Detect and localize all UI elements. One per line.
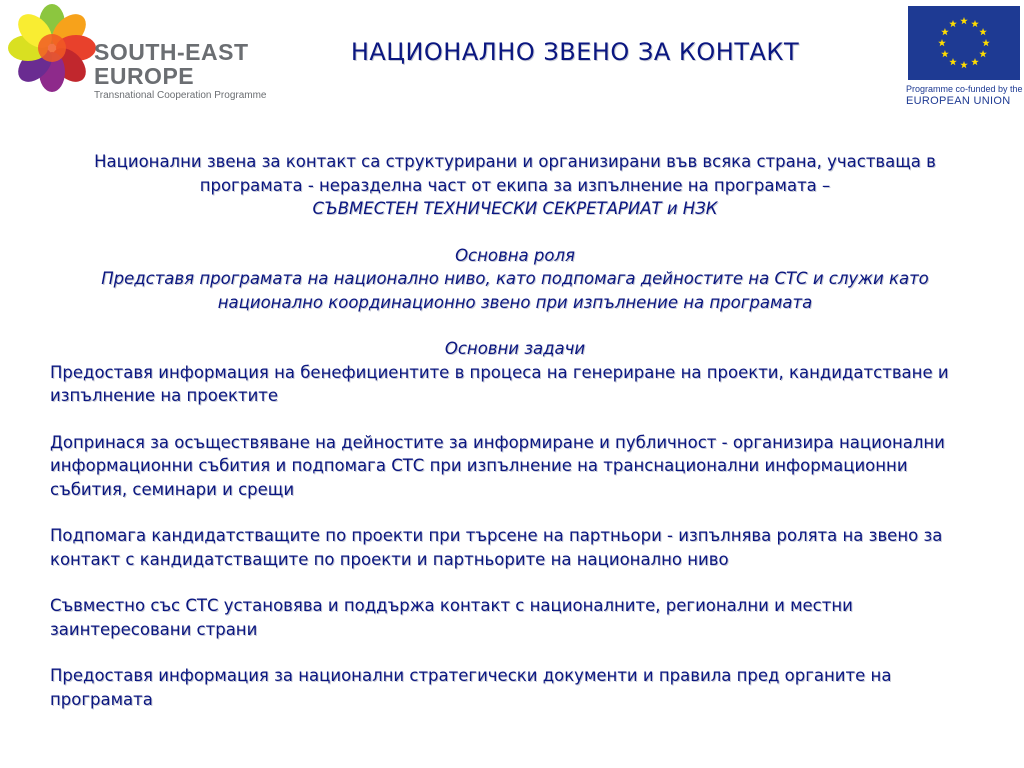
task-item: Подпомага кандидатстващите по проекти при търсене на партньори - изпълнява ролята на звено за контакт с кандидатстващите по проекти и партньорите на национално ниво: [50, 526, 943, 569]
eu-caption-line-2: EUROPEAN UNION: [906, 95, 1011, 107]
eu-caption-line-1: Programme co-funded by the: [906, 84, 1023, 94]
eu-star-icon: [982, 39, 990, 46]
main-content: [50, 150, 980, 711]
intro-emphasis: СЪВМЕСТЕН ТЕХНИЧЕСКИ СЕКРЕТАРИАТ и НЗК: [312, 199, 718, 218]
logo-line-1: SOUTH-EAST: [94, 39, 249, 65]
eu-star-icon: [960, 61, 968, 68]
flower-logo-icon: [8, 4, 98, 100]
page-title: НАЦИОНАЛНО ЗВЕНО ЗА КОНТАКТ: [350, 38, 800, 66]
eu-logo: [906, 4, 1022, 108]
role-heading: Основна роля: [455, 245, 575, 265]
eu-star-icon: [938, 39, 946, 46]
eu-star-icon: [979, 50, 987, 57]
logo-line-3: Transnational Cooperation Programme: [94, 90, 267, 101]
task-item: Съвместно със СТС установява и поддържа контакт с националните, регионални и местни заинтересовани страни: [50, 596, 853, 639]
intro-text: Национални звена за контакт са структурирани и организирани във всяка страна, участваща в програмата - неразделна част от екипа за изпълнение на програмата –: [94, 152, 936, 195]
eu-star-icon: [979, 28, 987, 35]
eu-flag-icon: [908, 6, 1020, 80]
task-item: Допринася за осъществяване на дейностите за информиране и публичност - организира национални информационни събития и подпомага СТС при изпълнение на транснационални информационни събития, семинари и срещи: [50, 432, 945, 499]
eu-star-icon: [960, 17, 968, 24]
eu-star-icon: [949, 58, 957, 65]
eu-star-icon: [949, 20, 957, 27]
eu-star-icon: [971, 20, 979, 27]
logo-line-2: EUROPE: [94, 63, 195, 89]
tasks-heading: Основни задачи: [444, 339, 586, 358]
task-item: Предоставя информация за национални стратегически документи и правила пред органите на програмата: [50, 666, 892, 709]
task-item: Предоставя информация на бенефициентите в процеса на генериране на проекти, кандидатстване и изпълнение на проектите: [50, 362, 949, 405]
eu-star-icon: [971, 58, 979, 65]
eu-star-icon: [941, 28, 949, 35]
see-programme-logo: [8, 4, 267, 101]
role-text: Представя програмата на национално ниво, като подпомага дейностите на СТС и служи като национално координационно звено при изпълнение на програмата: [101, 269, 929, 312]
eu-star-icon: [941, 50, 949, 57]
